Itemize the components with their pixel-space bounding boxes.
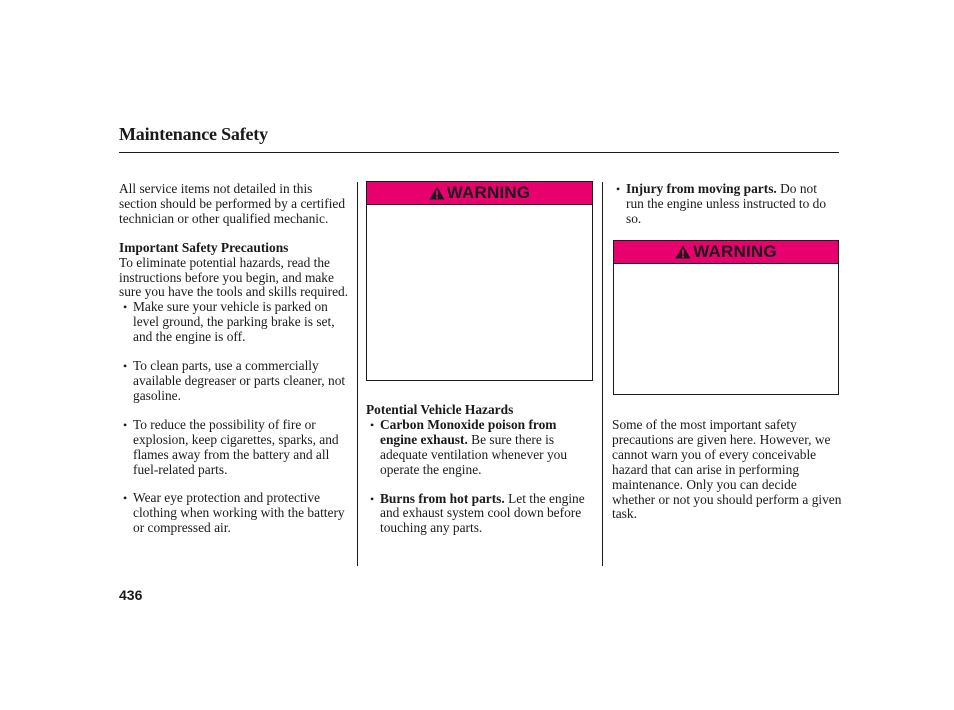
hazard-lead: Burns from hot parts. — [380, 490, 505, 506]
column-middle — [366, 403, 596, 536]
hazard-text: Be sure there is adequate ventilation whenever you operate the engine. — [380, 431, 568, 477]
page-number: 436 — [119, 587, 143, 603]
warning-label: WARNING — [693, 242, 777, 261]
list-item: • Wear eye protection and protective clothing when working with the battery or compressed air. — [119, 491, 351, 536]
list-item — [366, 418, 596, 478]
page-title: Maintenance Safety — [119, 124, 268, 144]
list-item: • To reduce the possibility of fire or explosion, keep cigarettes, sparks, and flames away from the battery and all fuel-related parts. — [119, 418, 351, 478]
hazard-text: Do not run the engine unless instructed to do so. — [626, 181, 827, 226]
hazards-heading: Potential Vehicle Hazards — [366, 402, 514, 417]
list-item: • Make sure your vehicle is parked on level ground, the parking brake is set, and the engine is off. — [119, 300, 351, 345]
warning-box — [366, 181, 593, 381]
precautions-paragraph: To eliminate potential hazards, read the instructions before you begin, and make sure you have the tools and skills required. — [119, 254, 349, 300]
hazard-text: Let the engine and exhaust system cool down before touching any parts. — [380, 490, 585, 536]
warning-header — [367, 182, 592, 205]
warning-label: WARNING — [446, 183, 531, 202]
warning-triangle-icon — [429, 186, 445, 200]
warning-triangle-icon — [675, 245, 691, 259]
title-divider — [119, 152, 839, 153]
intro-paragraph: All service items not detailed in this section should be performed by a certified technician or other qualified mechanic. — [119, 181, 346, 226]
closing-paragraph: Some of the most important safety precautions are given here. However, we cannot warn you of every conceivable hazard that can arise in performing maintenance. Only you can decide whether or not you should perform a given task. — [612, 417, 842, 522]
hazard-lead: Injury from moving parts. — [626, 181, 777, 196]
list-item: • To clean parts, use a commercially available degreaser or parts cleaner, not gasoline. — [119, 359, 351, 404]
precautions-heading: Important Safety Precautions — [119, 239, 289, 255]
column-divider-right — [602, 182, 603, 566]
column-left — [119, 182, 351, 536]
warning-box — [613, 240, 839, 395]
column-right-bottom — [612, 418, 842, 522]
list-item — [366, 492, 596, 537]
list-item — [612, 182, 838, 227]
hazard-lead: Carbon Monoxide poison from engine exhaust. — [380, 416, 557, 447]
column-right-top — [612, 182, 838, 227]
warning-header — [614, 241, 838, 264]
column-divider-left — [357, 182, 358, 566]
